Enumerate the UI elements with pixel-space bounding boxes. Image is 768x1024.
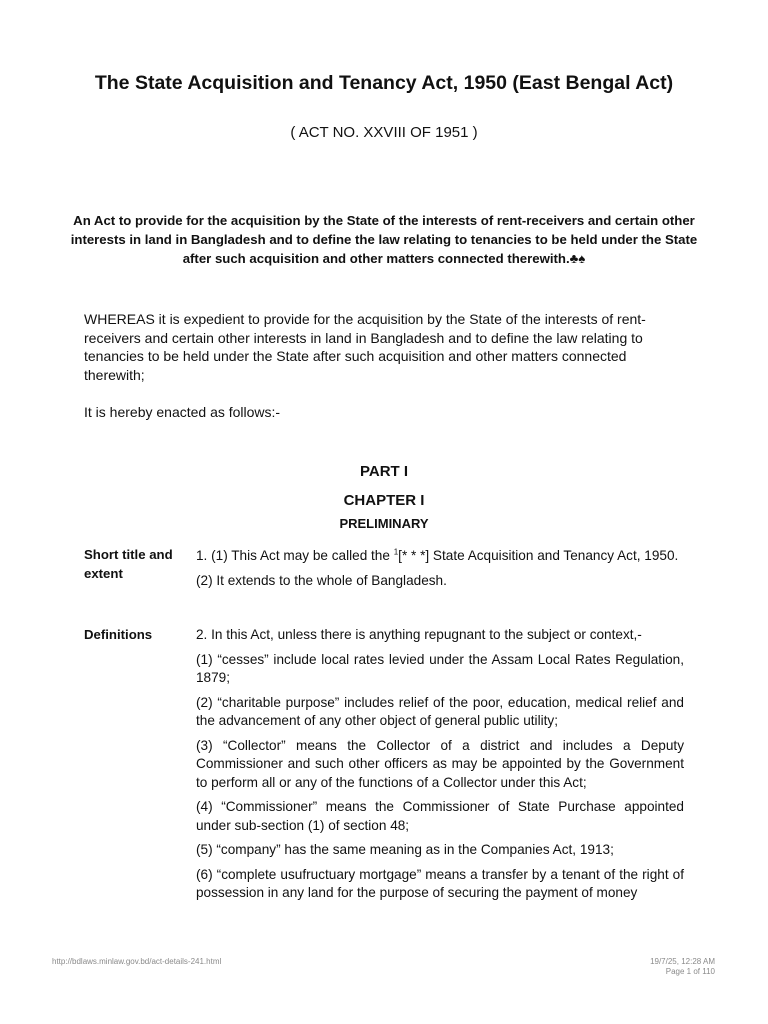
part-heading: PART I	[359, 463, 409, 480]
section-2-side-heading: Definitions	[84, 627, 153, 642]
section-2-intro: 2. In this Act, unless there is anything repugnant to the subject or context,-	[196, 627, 642, 642]
chapter-title: PRELIMINARY	[339, 516, 429, 531]
section-1-body	[196, 547, 684, 596]
preamble: WHEREAS it is expedient to provide for the acquisition by the State of the interests of rent-receivers and certain other interests in land in Bangladesh and to define the law relating to tenancies to be held under the State after such acquisition and other matters connected therewith;	[84, 311, 646, 383]
section-2-body	[196, 626, 684, 909]
section-1-clause-2: (2) It extends to the whole of Bangladesh.	[196, 572, 447, 588]
definition-clause: (4) “Commissioner” means the Commissioner of State Purchase appointed under sub-section (1) of section 48;	[196, 799, 684, 833]
definition-clause: (2) “charitable purpose” includes relief of the poor, education, medical relief and the advancement of any other object of general public utility;	[196, 694, 684, 728]
definition-clause: (5) “company” has the same meaning as in the Companies Act, 1913;	[196, 842, 614, 857]
long-title: An Act to provide for the acquisition by the State of the interests of rent-receivers and certain other interests in land in Bangladesh and to define the law relating to tenancies to be held under the State after such acquisition and other matters connected therewith.♣♠	[70, 213, 698, 266]
footer-meta	[650, 957, 715, 977]
footer-page-indicator: Page 1 of 110	[665, 967, 715, 976]
footer-url: http://bdlaws.minlaw.gov.bd/act-details-241.html	[52, 957, 222, 966]
act-number: ( ACT NO. XXVIII OF 1951 )	[290, 124, 478, 141]
act-title: The State Acquisition and Tenancy Act, 1950 (East Bengal Act)	[94, 72, 674, 94]
definition-clause: (3) “Collector” means the Collector of a district and includes a Deputy Commissioner and such other officers as may be appointed by the Government to perform all or any of the functions of a Collector under this Act;	[196, 737, 684, 790]
section-1-side-heading: Short title and extent	[84, 547, 173, 581]
enacting-clause: It is hereby enacted as follows:-	[84, 404, 281, 420]
definition-clause: (6) “complete usufructuary mortgage” means a transfer by a tenant of the right of possession in any land for the purpose of securing the payment of money	[196, 866, 684, 900]
chapter-heading: CHAPTER I	[343, 492, 425, 509]
footer-timestamp: 19/7/25, 12:28 AM	[650, 957, 715, 966]
footnote-marker[interactable]: 1	[393, 547, 399, 557]
definition-clause: (1) “cesses” include local rates levied under the Assam Local Rates Regulation, 1879;	[196, 651, 684, 685]
section-1-clause-1: 1. (1) This Act may be called the $^1$[* * *] State Acquisition and Tenancy Act, 1950.	[196, 547, 679, 563]
